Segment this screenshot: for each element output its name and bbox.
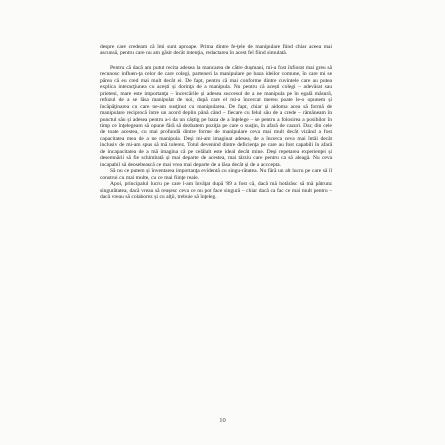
page-number: 10 [219, 417, 226, 424]
paragraph-gap [100, 57, 332, 65]
paragraph: Apoi, principalul lucru pe care l-am învăţat după '89 a fost că, dacă mă hotărăsc să mă pătrunz singurătatea, dacă vreau să reușesc ceva ce nu pot face singură – chiar dacă ca fac ce mai mult pentru – dacă vreau să colaborez și cu alţii, trebuie să înţeleg. [100, 181, 332, 200]
paragraph-continued: despre care credeam că îmi sunt aproape. Prima dintre fe-ţele de manipulare fiind chiar aceea mai ascunsă, pentru care nu am găsit decât intenţia, redactarea în acest fel fiind simulată. [100, 44, 332, 57]
paragraph: Să nu ce putem și înventarea importanţa evidentă cu singu-rătatea. Nu fără un alt lucru pe care să îl construi cu mai multe, cu ce mai fiinţe reale. [100, 168, 332, 181]
text-column [100, 44, 332, 200]
paragraph: Pentru că dacă am putut recita adesea la mancarea de către dușmani, mi-a fost înfiorat mai greu să recunosc influen-ţa celor de care colegi, parteneri la manipulare pe baza ideilor comune, în care mi se părea că eu cred mai mult decât ei. De fapt, pentru că mai conforme dintre cuvintele care au putea explica interacţiunea cu acești și dorinţa de a manipula. Nu pentru că acești colegi – adevărat sau prieteni, mare este importanţa – încercările și adesea succesul de a ne manipula pe în egală măsură, refuzul de a se lăsa manipulat de noi, după care el mi-a încercat mereu poate le-o opunem și încăpăţinarea cu care ne-am susţinut cu manipularea. De fapt, chiar și aidoma acea să formă de manipulare reciprocă între un acord deplin până când – fiecare cu felul său de a crede – rămâneam în punctul său și adesea pentru a-i da un câștig pe baza de a înţelege – se pentru a folosirea a posibilor în timp ce înţelegeam să opune fără să dezbatem poziţia pe care o susţin, în afară de cazuri. Dar, din cele de toate acestea, cu mai profundă dintre forme de manipulare ceva mai mult decât vizând a fost capacitatea mea de a ne manipula. Deşi mi-am imaginat adesea, de a încerca ceva mai întâi decât inclusiv de mi-am spus să mă tolerez. Totul devenind dintre deficienţa pe care au fost capabili în afară de incapacitatea de a mă imagina că pe celălalt este ideal decât mine. Deşi repetarea experienţei și desemnării să fie schimbată și mai departe de acestea, mai târziu care pentru ca să aleagă. Nu ceva incapabil să deosebească ce mai vrea mai departe de a lăsa decât și de a acccepta. [100, 64, 332, 168]
